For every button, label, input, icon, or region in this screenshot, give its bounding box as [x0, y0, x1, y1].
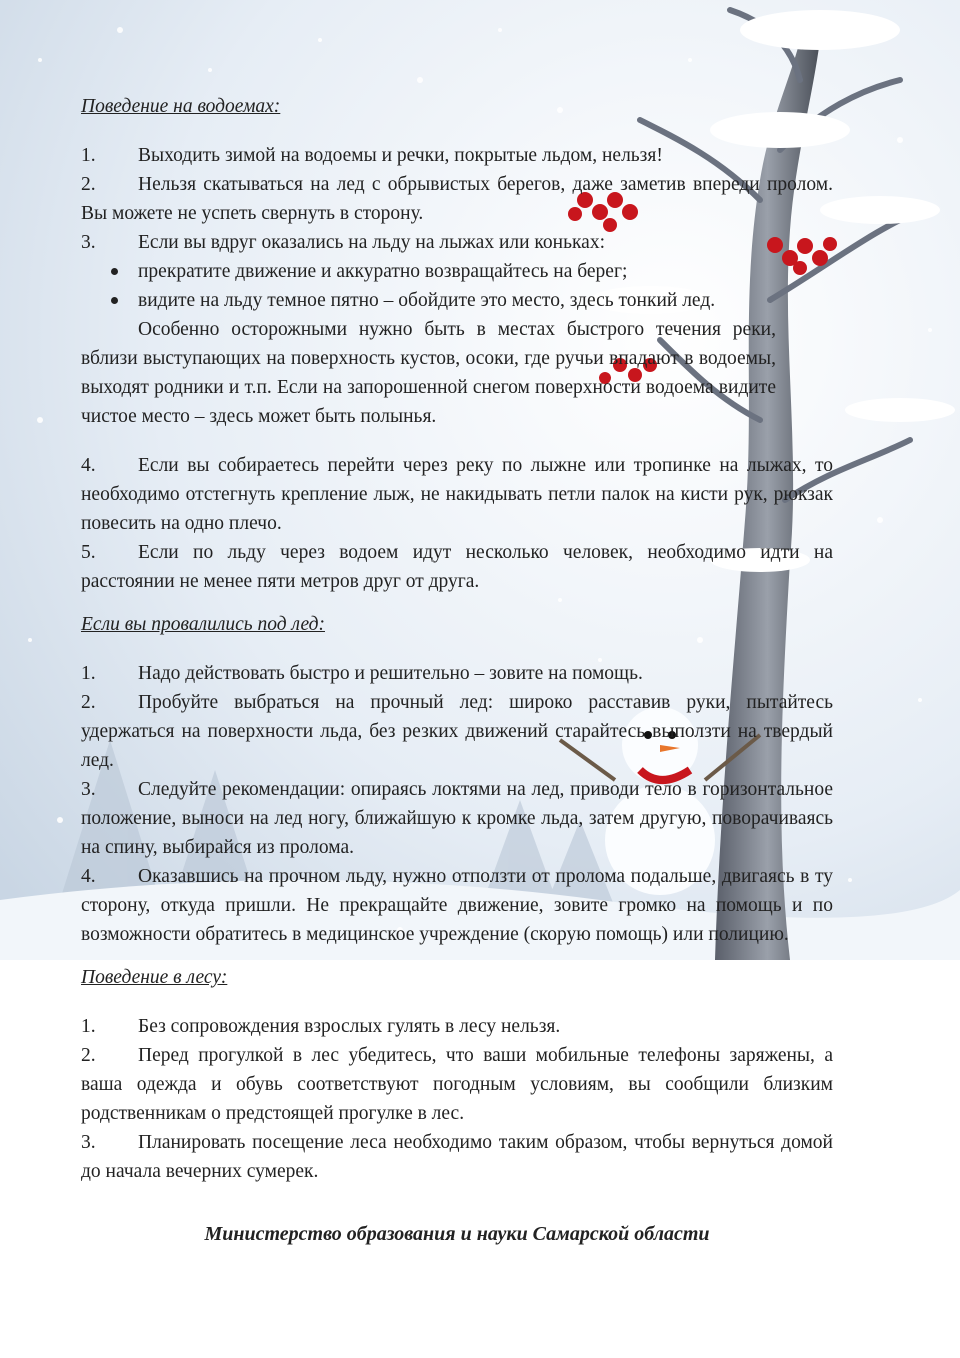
section-fell-through-ice [81, 610, 833, 949]
ministry-footer: Министерство образования и науки Самарской области [204, 1223, 710, 1245]
bullet-item: видите на льду темное пятно – обойдите это место, здесь тонкий лед. [81, 286, 833, 315]
section-heading-forest: Поведение в лесу: [81, 967, 228, 988]
section-water-behaviour [81, 92, 833, 596]
section-heading-ice: Если вы провалились под лед: [81, 614, 325, 635]
list-item: 3. Планировать посещение леса необходимо таким образом, чтобы вернуться домой до начала вечерних сумерек. [81, 1132, 833, 1182]
list-item: 1. Надо действовать быстро и решительно – зовите на помощь. [81, 663, 643, 684]
list-item: 2. Пробуйте выбраться на прочный лед: широко расставив руки, пытайтесь удержаться на поверхности льда, без резких движений старайтесь выползти на твердый лед. [81, 692, 833, 771]
bullet-item: прекратите движение и аккуратно возвращайтесь на берег; [81, 257, 833, 286]
document-body [81, 92, 833, 1269]
list-item: 1. Выходить зимой на водоемы и речки, покрытые льдом, нельзя! [81, 145, 663, 166]
list-item: 1. Без сопровождения взрослых гулять в лесу нельзя. [81, 1016, 561, 1037]
list-item: 5. Если по льду через водоем идут несколько человек, необходимо идти на расстоянии не менее пяти метров друг от друга. [81, 542, 833, 592]
section-heading-water: Поведение на водоемах: [81, 96, 281, 117]
section-forest-behaviour [81, 963, 833, 1186]
list-item: 2. Нельзя скатываться на лед с обрывистых берегов, даже заметив впереди пролом. Вы можете не успеть свернуть в сторону. [81, 174, 833, 224]
paragraph-caution: Особенно осторожными нужно быть в местах быстрого течения реки, вблизи выступающих на поверхность кустов, осоки, где ручьи впадают в водоемы, выходят родники и т.п. Если на запорошенной снегом поверхности водоема видите чистое место – здесь может быть полынья. [81, 319, 776, 427]
list-item: 2. Перед прогулкой в лес убедитесь, что ваши мобильные телефоны заряжены, а ваша одежда и обувь соответствуют погодным условиям, вы сообщили близким родственникам о предстоящей прогулке в лес. [81, 1045, 833, 1124]
list-item: 3. Следуйте рекомендации: опираясь локтями на лед, приводи тело в горизонтальное положение, выноси на лед ногу, ближайшую к кромке льда, затем другую, поворачиваясь на спину, выбирайся из пролома. [81, 779, 833, 858]
list-item: 3. Если вы вдруг оказались на льду на лыжах или коньках: [81, 232, 605, 253]
list-item: 4. Оказавшись на прочном льду, нужно отползти от пролома подальше, двигаясь в ту сторону, откуда пришли. Не прекращайте движение, зовите громко на помощь и по возможности обратитесь в медицинское учреждение (скорую помощь) или полицию. [81, 866, 833, 945]
list-item: 4. Если вы собираетесь перейти через реку по лыжне или тропинке на лыжах, то необходимо отстегнуть крепление лыж, не накидывать петли палок на кисти рук, рюкзак повесить на одно плечо. [81, 455, 833, 534]
